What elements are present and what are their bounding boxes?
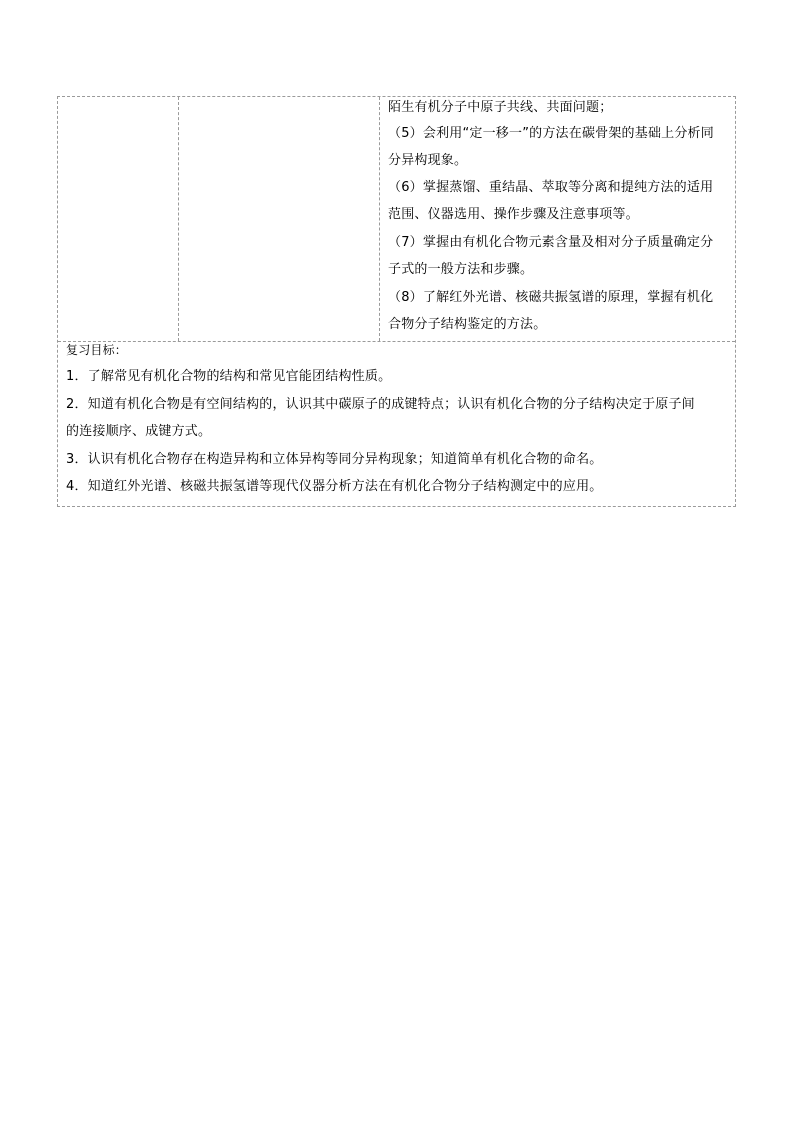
review-goal-item: 1．了解常见有机化合物的结构和常见官能团结构性质。 xyxy=(66,369,392,384)
table-row-upper xyxy=(58,97,735,342)
requirement-line: （8）了解红外光谱、核磁共振氢谱的原理，掌握有机化 xyxy=(388,290,714,305)
review-goal-item: 3．认识有机化合物存在构造异构和立体异构等同分异构现象；知道简单有机化合物的命名。 xyxy=(66,452,603,467)
requirement-line: （7）掌握由有机化合物元素含量及相对分子质量确定分 xyxy=(388,235,714,250)
review-goal-item: 的连接顺序、成键方式。 xyxy=(66,424,212,439)
review-goal-item: 4．知道红外光谱、核磁共振氢谱等现代仪器分析方法在有机化合物分子结构测定中的应用。 xyxy=(66,479,603,494)
requirement-line: 合物分子结构鉴定的方法。 xyxy=(388,317,547,332)
requirement-line: 范围、仪器选用、操作步骤及注意事项等。 xyxy=(388,207,639,222)
requirement-line: （6）掌握蒸馏、重结晶、萃取等分离和提纯方法的适用 xyxy=(388,180,714,195)
review-goals-label: 复习目标： xyxy=(66,343,128,357)
table-cell-empty-1 xyxy=(58,97,179,341)
requirement-line: 子式的一般方法和步骤。 xyxy=(388,262,534,277)
review-goal-item: 2．知道有机化合物是有空间结构的，认识其中碳原子的成键特点；认识有机化合物的分子结构决定于原子间 xyxy=(66,397,695,412)
requirement-line: （5）会利用“定一移一”的方法在碳骨架的基础上分析同 xyxy=(388,126,714,141)
table-row-review-goals xyxy=(58,342,735,506)
table-cell-requirements xyxy=(380,97,735,341)
curriculum-table xyxy=(57,96,736,507)
table-cell-empty-2 xyxy=(179,97,380,341)
requirement-line: 陌生有机分子中原子共线、共面问题； xyxy=(388,100,613,115)
requirement-line: 分异构现象。 xyxy=(388,153,468,168)
